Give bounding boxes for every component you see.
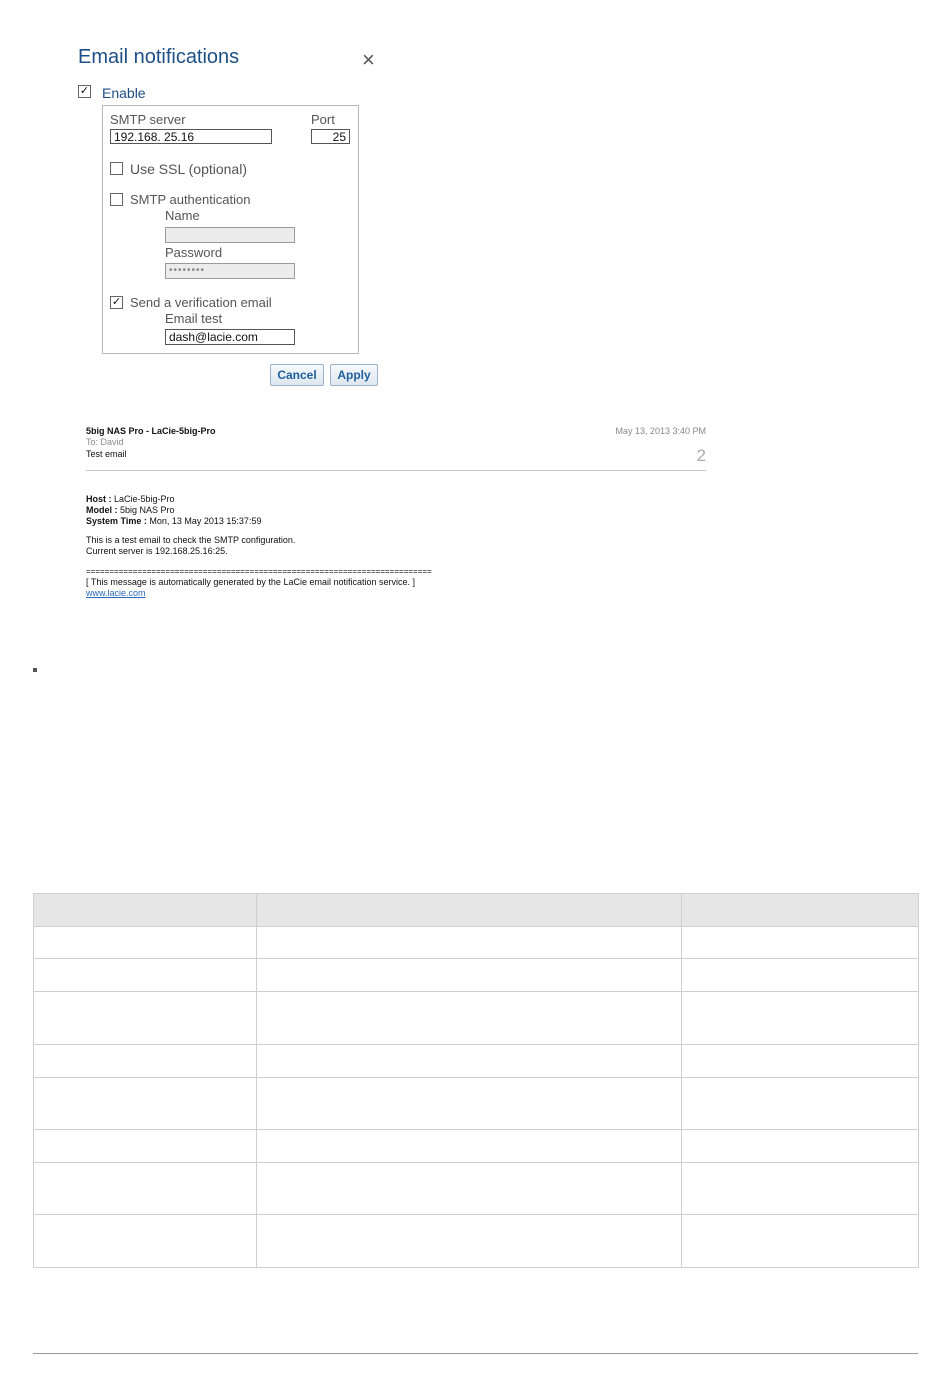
password-label: Password (165, 245, 223, 260)
smtp-auth-checkbox[interactable] (110, 193, 123, 206)
table-row (34, 1163, 919, 1215)
verification-label: Send a verification email (130, 295, 272, 310)
table-row (34, 1078, 919, 1130)
enable-checkbox[interactable]: ✓ (79, 85, 90, 97)
port-input[interactable]: 25 (311, 129, 350, 144)
apply-button[interactable]: Apply (330, 364, 378, 386)
email-test-input[interactable]: dash@lacie.com (165, 329, 295, 345)
enable-label: Enable (102, 85, 146, 101)
data-table (33, 893, 919, 1268)
email-model: Model : 5big NAS Pro (86, 505, 175, 515)
table-row (34, 1045, 919, 1078)
smtp-server-input[interactable]: 192.168. 25.16 (110, 129, 272, 144)
footer-rule (33, 1353, 918, 1354)
port-label: Port (311, 112, 335, 127)
email-date: May 13, 2013 3:40 PM (615, 426, 706, 436)
table-row (34, 1215, 919, 1268)
email-body-line1: This is a test email to check the SMTP configuration. (86, 535, 296, 545)
email-separator: ========================================================================== (86, 567, 432, 576)
name-label: Name (165, 208, 200, 223)
table-header-row (34, 894, 919, 927)
smtp-server-label: SMTP server (110, 112, 186, 127)
email-footer-note: [ This message is automatically generated by the LaCie email notification service. ] (86, 577, 415, 587)
email-count: 2 (696, 446, 706, 465)
list-bullet (33, 668, 37, 672)
email-test-label: Email test (165, 311, 223, 326)
table-row (34, 927, 919, 959)
email-subject: 5big NAS Pro - LaCie-5big-Pro (86, 426, 216, 436)
name-input[interactable] (165, 227, 295, 243)
cancel-button[interactable]: Cancel (270, 364, 324, 386)
verification-checkbox[interactable]: ✓ (111, 296, 122, 308)
email-host: Host : LaCie-5big-Pro (86, 494, 175, 504)
email-preview: Test email (86, 449, 127, 459)
ssl-checkbox[interactable] (110, 162, 123, 175)
ssl-label: Use SSL (optional) (130, 161, 247, 177)
password-input[interactable]: •••••••• (165, 263, 295, 279)
email-system-time: System Time : Mon, 13 May 2013 15:37:59 (86, 516, 262, 526)
email-link[interactable]: www.lacie.com (86, 588, 146, 598)
table-row (34, 992, 919, 1045)
email-to: To: David (86, 437, 124, 447)
dialog-title: Email notifications (78, 46, 240, 68)
email-divider (86, 470, 706, 471)
table-row (34, 959, 919, 992)
smtp-auth-label: SMTP authentication (130, 192, 251, 207)
email-body-line2: Current server is 192.168.25.16:25. (86, 546, 228, 556)
table-row (34, 1130, 919, 1163)
close-icon[interactable]: × (362, 47, 375, 72)
